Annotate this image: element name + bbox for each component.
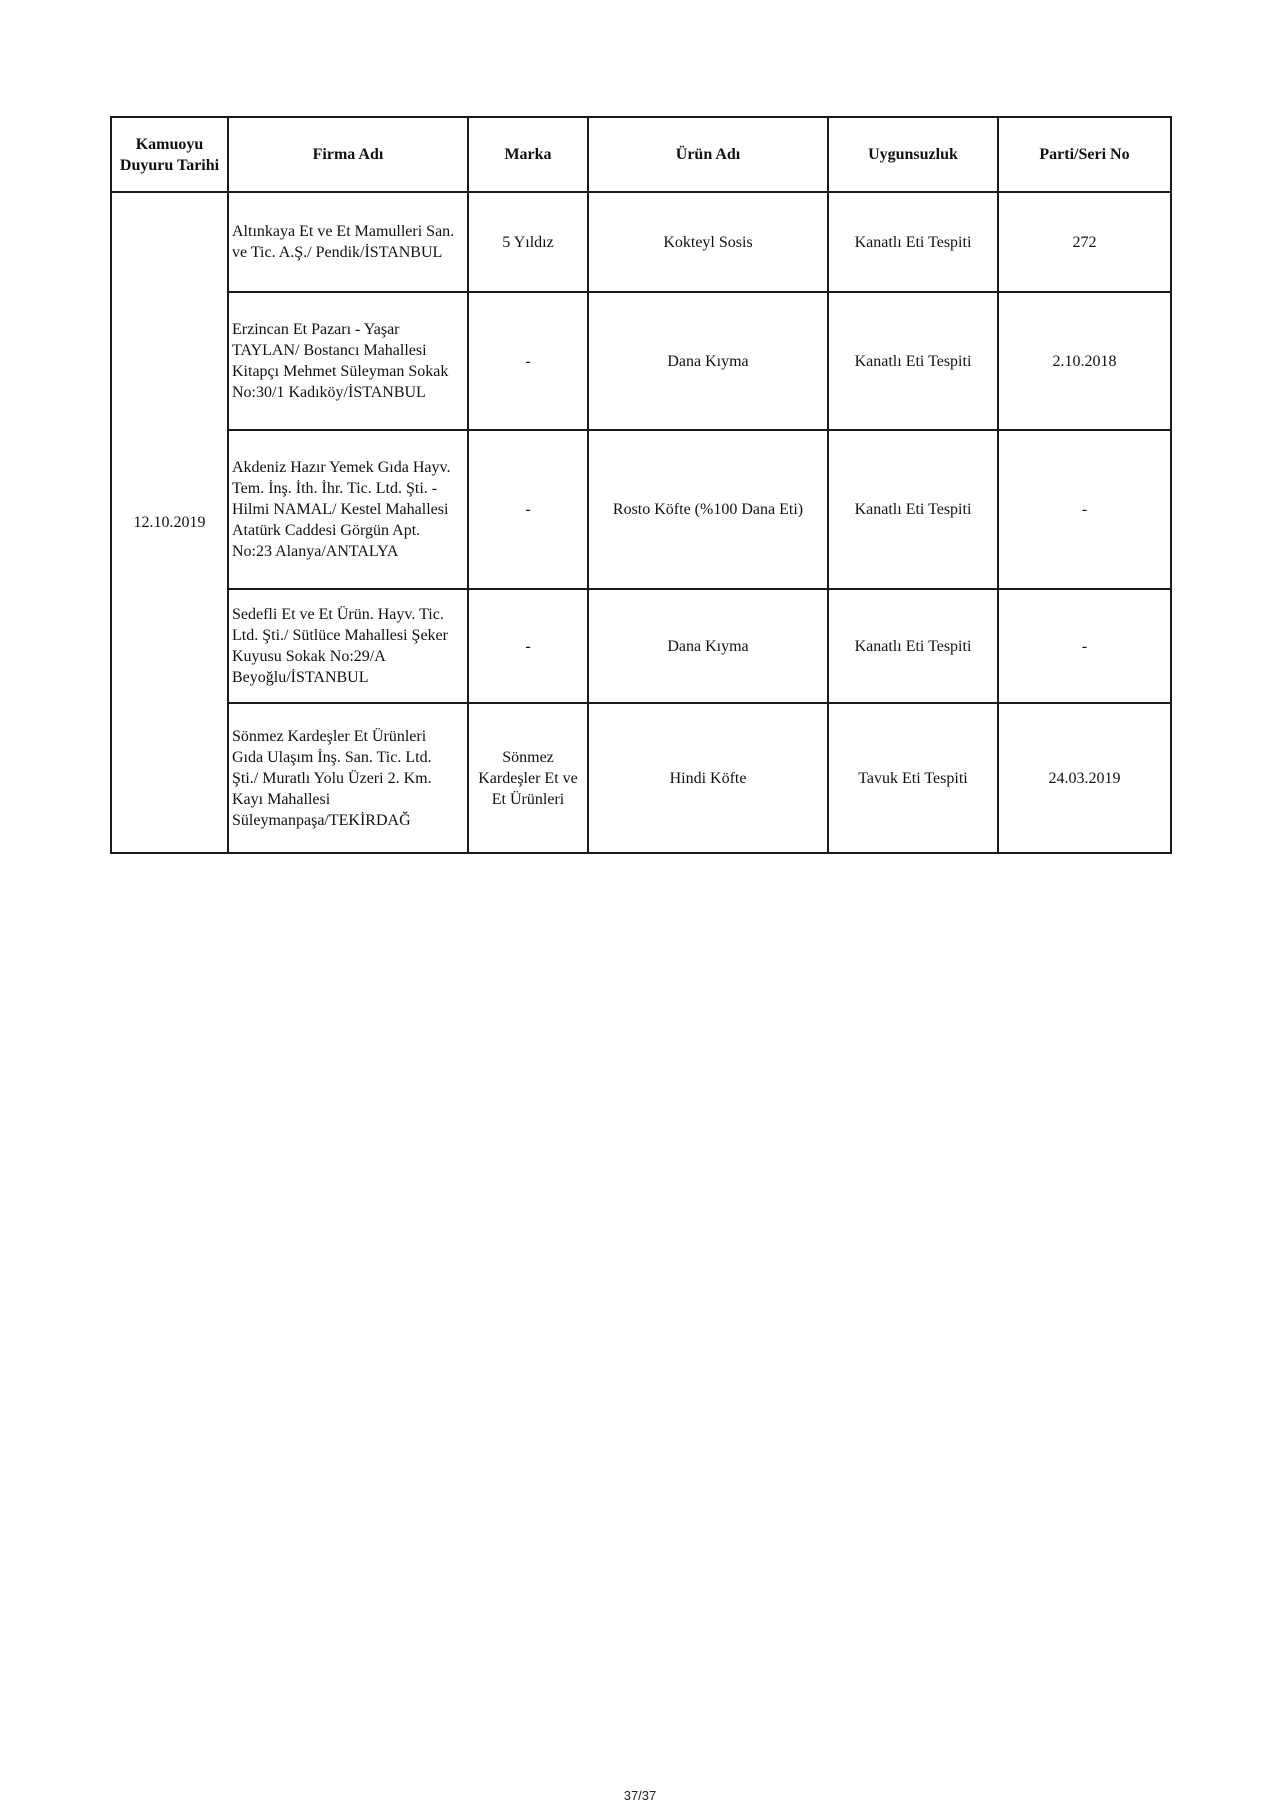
parti-cell: -	[998, 430, 1171, 589]
uygunsuzluk-cell: Tavuk Eti Tespiti	[828, 703, 998, 853]
uygunsuzluk-cell: Kanatlı Eti Tespiti	[828, 192, 998, 292]
parti-cell: 24.03.2019	[998, 703, 1171, 853]
announcement-date-cell: 12.10.2019	[111, 192, 228, 853]
firma-cell: Erzincan Et Pazarı - Yaşar TAYLAN/ Bostancı Mahallesi Kitapçı Mehmet Süleyman Sokak No:30/1 Kadıköy/İSTANBUL	[228, 292, 468, 430]
urun-cell: Rosto Köfte (%100 Dana Eti)	[588, 430, 828, 589]
header-uygunsuzluk: Uygunsuzluk	[828, 117, 998, 192]
firma-cell: Sönmez Kardeşler Et Ürünleri Gıda Ulaşım İnş. San. Tic. Ltd. Şti./ Muratlı Yolu Üzeri 2. Km. Kayı Mahallesi Süleymanpaşa/TEKİRDAĞ	[228, 703, 468, 853]
parti-cell: 272	[998, 192, 1171, 292]
firma-cell: Akdeniz Hazır Yemek Gıda Hayv. Tem. İnş. İth. İhr. Tic. Ltd. Şti. - Hilmi NAMAL/ Kestel Mahallesi Atatürk Caddesi Görgün Apt. No:23 Alanya/ANTALYA	[228, 430, 468, 589]
firma-cell: Sedefli Et ve Et Ürün. Hayv. Tic. Ltd. Şti./ Sütlüce Mahallesi Şeker Kuyusu Sokak No:29/A Beyoğlu/İSTANBUL	[228, 589, 468, 703]
parti-cell: -	[998, 589, 1171, 703]
table-row	[111, 703, 1171, 853]
urun-cell: Dana Kıyma	[588, 292, 828, 430]
marka-cell: 5 Yıldız	[468, 192, 588, 292]
header-firma: Firma Adı	[228, 117, 468, 192]
firma-cell: Altınkaya Et ve Et Mamulleri San. ve Tic. A.Ş./ Pendik/İSTANBUL	[228, 192, 468, 292]
parti-cell: 2.10.2018	[998, 292, 1171, 430]
uygunsuzluk-cell: Kanatlı Eti Tespiti	[828, 292, 998, 430]
header-marka: Marka	[468, 117, 588, 192]
table-row	[111, 192, 1171, 292]
uygunsuzluk-cell: Kanatlı Eti Tespiti	[828, 589, 998, 703]
marka-cell: -	[468, 292, 588, 430]
urun-cell: Hindi Köfte	[588, 703, 828, 853]
header-announcement-date: Kamuoyu Duyuru Tarihi	[111, 117, 228, 192]
urun-cell: Dana Kıyma	[588, 589, 828, 703]
table-row	[111, 589, 1171, 703]
page-number: 37/37	[623, 1788, 657, 1803]
uygunsuzluk-cell: Kanatlı Eti Tespiti	[828, 430, 998, 589]
urun-cell: Kokteyl Sosis	[588, 192, 828, 292]
marka-cell: Sönmez Kardeşler Et ve Et Ürünleri	[468, 703, 588, 853]
table-row	[111, 292, 1171, 430]
table-row	[111, 430, 1171, 589]
marka-cell: -	[468, 430, 588, 589]
header-urun: Ürün Adı	[588, 117, 828, 192]
recall-table	[110, 116, 1172, 854]
marka-cell: -	[468, 589, 588, 703]
header-parti-seri-no: Parti/Seri No	[998, 117, 1171, 192]
table-header-row	[111, 117, 1171, 192]
